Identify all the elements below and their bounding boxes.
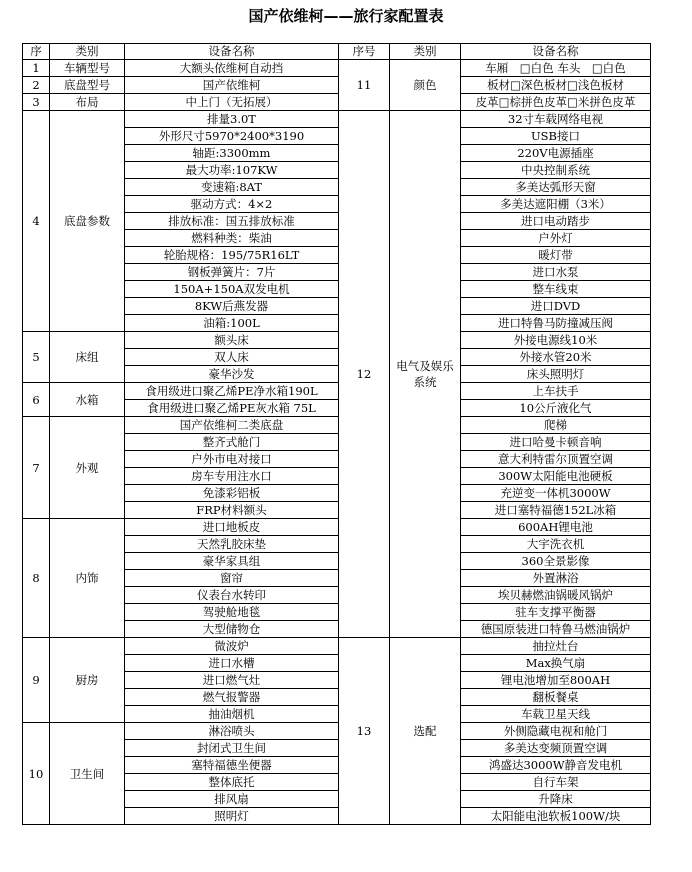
equipment-item: 驱动方式：4×2 [125, 196, 339, 213]
group-category-right: 颜色 [390, 60, 461, 111]
table-row [23, 77, 651, 94]
equipment-item: 额头床 [125, 332, 339, 349]
equipment-item: 燃料种类：柴油 [125, 230, 339, 247]
equipment-item-right: 大宇洗衣机 [461, 536, 651, 553]
equipment-item: 仪表台水转印 [125, 587, 339, 604]
group-seq: 10 [23, 723, 50, 825]
equipment-item-right: 埃贝赫燃油锅暖风锅炉 [461, 587, 651, 604]
table-row [23, 723, 651, 740]
equipment-item-right: 进口水泵 [461, 264, 651, 281]
equipment-item: 双人床 [125, 349, 339, 366]
equipment-item-right: 意大利特雷尔顶置空调 [461, 451, 651, 468]
equipment-item-right: 中央控制系统 [461, 162, 651, 179]
equipment-item-right: 皮革□棕拼色皮革□米拼色皮革 [461, 94, 651, 111]
equipment-item-right: 上车扶手 [461, 383, 651, 400]
group-category: 内饰 [50, 519, 125, 638]
page-title: 国产依维柯——旅行家配置表 [248, 7, 444, 25]
equipment-item: 国产依维柯 [125, 77, 339, 94]
equipment-item: 进口水槽 [125, 655, 339, 672]
equipment-item-right: 进口哈曼卡顿音响 [461, 434, 651, 451]
equipment-item-right: 300W太阳能电池硬板 [461, 468, 651, 485]
equipment-item-right: 充逆变一体机3000W [461, 485, 651, 502]
equipment-item: 房车专用注水口 [125, 468, 339, 485]
equipment-item: 窗帘 [125, 570, 339, 587]
group-seq: 9 [23, 638, 50, 723]
header-equipment: 设备名称 [125, 44, 339, 60]
equipment-item: 150A+150A双发电机 [125, 281, 339, 298]
equipment-item: 抽油烟机 [125, 706, 339, 723]
equipment-item-right: 升降床 [461, 791, 651, 808]
group-category: 底盘型号 [50, 77, 125, 94]
equipment-item-right: 翻板餐桌 [461, 689, 651, 706]
configuration-table [22, 43, 651, 825]
header-row [23, 44, 651, 60]
header-category-2: 类别 [390, 44, 461, 60]
equipment-item: 排风扇 [125, 791, 339, 808]
group-category: 床组 [50, 332, 125, 383]
group-seq: 7 [23, 417, 50, 519]
equipment-item: 变速箱:8AT [125, 179, 339, 196]
equipment-item: 免漆彩铝板 [125, 485, 339, 502]
equipment-item-right: 外侧隐藏电视和舱门 [461, 723, 651, 740]
equipment-item: 豪华沙发 [125, 366, 339, 383]
equipment-item: 户外市电对接口 [125, 451, 339, 468]
equipment-item-right: 220V电源插座 [461, 145, 651, 162]
equipment-item: 进口燃气灶 [125, 672, 339, 689]
equipment-item-right: 暖灯带 [461, 247, 651, 264]
equipment-item: 排放标准：国五排放标准 [125, 213, 339, 230]
group-seq: 1 [23, 60, 50, 77]
group-seq-right: 13 [339, 638, 390, 825]
table-row [23, 383, 651, 400]
equipment-item-right: 进口特鲁马防撞减压阀 [461, 315, 651, 332]
table-row [23, 417, 651, 434]
equipment-item-right: 外接电源线10米 [461, 332, 651, 349]
equipment-item-right: USB接口 [461, 128, 651, 145]
equipment-item-right: 600AH锂电池 [461, 519, 651, 536]
group-category-right: 电气及娱乐系统 [390, 111, 461, 638]
equipment-item-right: 多美达遮阳棚（3米） [461, 196, 651, 213]
group-seq: 2 [23, 77, 50, 94]
equipment-item: 外形尺寸5970*2400*3190 [125, 128, 339, 145]
group-seq: 4 [23, 111, 50, 332]
equipment-item-right: 爬梯 [461, 417, 651, 434]
equipment-item-right: 户外灯 [461, 230, 651, 247]
equipment-item-right: 鸿盛达3000W静音发电机 [461, 757, 651, 774]
equipment-item-right: 多美达弧形天窗 [461, 179, 651, 196]
equipment-item: 豪华家具组 [125, 553, 339, 570]
equipment-item-right: 10公斤液化气 [461, 400, 651, 417]
group-seq-right: 11 [339, 60, 390, 111]
group-category: 外观 [50, 417, 125, 519]
group-seq: 5 [23, 332, 50, 383]
equipment-item: 大型储物仓 [125, 621, 339, 638]
equipment-item: 天然乳胶床垫 [125, 536, 339, 553]
equipment-item: 油箱:100L [125, 315, 339, 332]
equipment-item-right: 驻车支撑平衡器 [461, 604, 651, 621]
equipment-item-right: 德国原装进口特鲁马燃油锅炉 [461, 621, 651, 638]
equipment-item-right: 整车线束 [461, 281, 651, 298]
table-row [23, 111, 651, 128]
equipment-item-right: 进口塞特福德152L冰箱 [461, 502, 651, 519]
equipment-item: 大额头依维柯自动挡 [125, 60, 339, 77]
equipment-item-right: 锂电池增加至800AH [461, 672, 651, 689]
equipment-item: 整齐式舱门 [125, 434, 339, 451]
equipment-item-right: 板材□深色板材□浅色板材 [461, 77, 651, 94]
group-seq: 8 [23, 519, 50, 638]
equipment-item: 照明灯 [125, 808, 339, 825]
equipment-item: 进口地板皮 [125, 519, 339, 536]
table-row [23, 519, 651, 536]
equipment-item: 中上门（无拓展） [125, 94, 339, 111]
equipment-item-right: 太阳能电池软板100W/块 [461, 808, 651, 825]
equipment-item-right: Max换气扇 [461, 655, 651, 672]
equipment-item-right: 自行车架 [461, 774, 651, 791]
equipment-item: 食用级进口聚乙烯PE灰水箱 75L [125, 400, 339, 417]
equipment-item-right: 进口DVD [461, 298, 651, 315]
equipment-item: 驾驶舱地毯 [125, 604, 339, 621]
equipment-item: 微波炉 [125, 638, 339, 655]
equipment-item-right: 外接水管20米 [461, 349, 651, 366]
equipment-item: 排量3.0T [125, 111, 339, 128]
equipment-item-right: 32寸车载网络电视 [461, 111, 651, 128]
table-row [23, 638, 651, 655]
group-seq-right: 12 [339, 111, 390, 638]
group-category-right: 选配 [390, 638, 461, 825]
group-category: 卫生间 [50, 723, 125, 825]
equipment-item: 淋浴喷头 [125, 723, 339, 740]
equipment-item: 塞特福德坐便器 [125, 757, 339, 774]
equipment-item-right: 360全景影像 [461, 553, 651, 570]
equipment-item-right: 车厢 □白色 车头 □白色 [461, 60, 651, 77]
group-category: 布局 [50, 94, 125, 111]
equipment-item: 食用级进口聚乙烯PE净水箱190L [125, 383, 339, 400]
header-seq-no: 序号 [339, 44, 390, 60]
equipment-item: 整体底托 [125, 774, 339, 791]
group-category: 底盘参数 [50, 111, 125, 332]
equipment-item: 8KW后燕发器 [125, 298, 339, 315]
group-category: 水箱 [50, 383, 125, 417]
equipment-item: FRP材料额头 [125, 502, 339, 519]
equipment-item: 国产依维柯二类底盘 [125, 417, 339, 434]
equipment-item: 轴距:3300mm [125, 145, 339, 162]
equipment-item-right: 外置淋浴 [461, 570, 651, 587]
header-equipment-2: 设备名称 [461, 44, 651, 60]
equipment-item: 轮胎规格：195/75R16LT [125, 247, 339, 264]
table-row [23, 60, 651, 77]
equipment-item: 封闭式卫生间 [125, 740, 339, 757]
equipment-item-right: 床头照明灯 [461, 366, 651, 383]
group-category: 厨房 [50, 638, 125, 723]
equipment-item: 最大功率:107KW [125, 162, 339, 179]
header-category: 类别 [50, 44, 125, 60]
group-category: 车辆型号 [50, 60, 125, 77]
equipment-item-right: 车载卫星天线 [461, 706, 651, 723]
equipment-item-right: 多美达变频顶置空调 [461, 740, 651, 757]
equipment-item-right: 抽拉灶台 [461, 638, 651, 655]
table-row [23, 332, 651, 349]
group-seq: 6 [23, 383, 50, 417]
equipment-item-right: 进口电动踏步 [461, 213, 651, 230]
header-seq: 序 [23, 44, 50, 60]
table-row [23, 94, 651, 111]
equipment-item: 燃气报警器 [125, 689, 339, 706]
equipment-item: 钢板弹簧片：7片 [125, 264, 339, 281]
group-seq: 3 [23, 94, 50, 111]
